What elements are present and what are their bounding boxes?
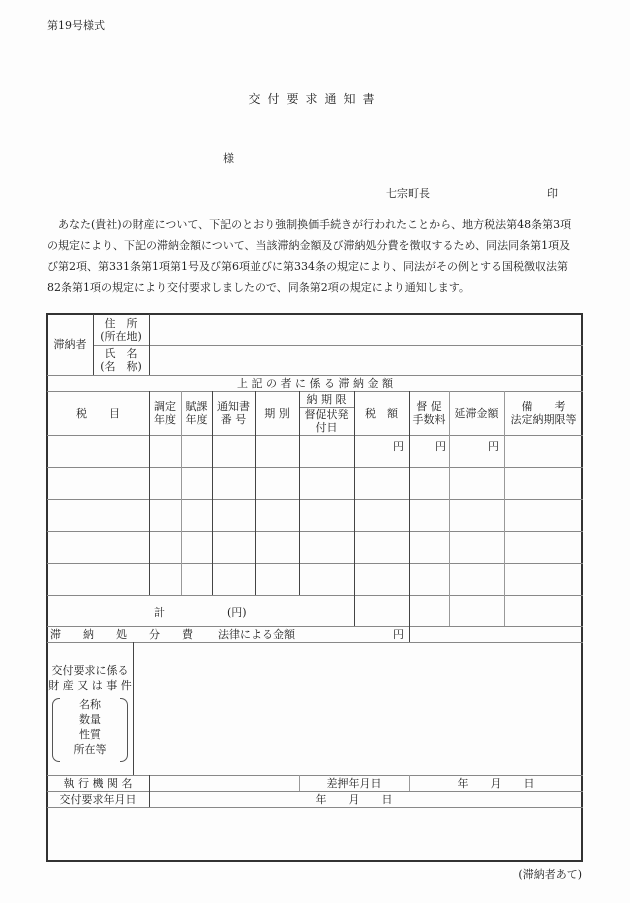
col-reminder-fee — [409, 391, 449, 435]
agency-label: 執 行 機 関 名 — [63, 776, 133, 790]
property-item: 性質 — [79, 728, 101, 741]
request-date-field[interactable]: 年 月 日 — [315, 792, 393, 806]
property-label-line1: 交付要求に係る — [51, 664, 129, 677]
col-label-line: 備 考 — [521, 400, 566, 413]
col-levy-year — [181, 391, 212, 435]
address-label — [93, 314, 149, 345]
divider — [133, 642, 134, 775]
name-label-line: (名 称) — [100, 360, 142, 373]
agency-field[interactable] — [150, 775, 299, 791]
property-item: 名称 — [79, 698, 101, 711]
divider — [47, 595, 583, 596]
col-label-line: 付日 — [315, 421, 338, 434]
col-tax-item: 税 目 — [76, 406, 120, 420]
col-late-fee: 延滞金額 — [454, 406, 499, 420]
name-field[interactable] — [150, 345, 582, 375]
col-period: 期 別 — [264, 406, 290, 420]
address-label-line: 住 所 — [104, 316, 138, 330]
col-label-line: 賦課 — [185, 400, 208, 413]
name-label — [93, 345, 149, 375]
addressee-suffix: 様 — [223, 152, 234, 165]
col-assessment-year — [149, 391, 181, 435]
divider — [47, 499, 583, 500]
yen-unit: 円 — [393, 440, 404, 453]
property-items — [47, 697, 133, 757]
notice-body: あなた(貴社)の財産について、下記のとおり強制換価手続きが行われたことから、地方税法第48条第3項の規定により、下記の滞納金額について、当該滞納金額及び滞納処分費を徴収するため、同法同条第1項及び第2項、第331条第1項第1号及び第6項並びに第334条の規定により、同法がその例とする国税徴収法第82条第1項の規定により交付要求しましたので、同条第2項の規定により通知します。 — [47, 218, 572, 294]
col-notice-number — [212, 391, 255, 435]
col-label-line: 督促状発 — [304, 408, 349, 421]
col-label-line: 手数料 — [412, 413, 446, 426]
col-tax-amount: 税 額 — [365, 406, 398, 420]
total-unit: (円) — [227, 606, 247, 619]
divider — [47, 642, 583, 643]
issuer-name: 七宗町長 — [386, 187, 430, 200]
col-label-line: 調定 — [154, 400, 176, 413]
property-item: 所在等 — [73, 743, 107, 756]
col-label-line: 通知書 — [217, 400, 250, 413]
seizure-date-label: 差押年月日 — [326, 776, 382, 790]
footer-note: (滞納者あて) — [518, 868, 582, 881]
col-label-line: 督 促 — [416, 400, 442, 413]
form-number: 第19号様式 — [47, 19, 105, 32]
seal-mark: 印 — [547, 187, 558, 200]
col-label-line: 番 号 — [220, 413, 247, 426]
name-label-line: 氏 名 — [104, 347, 138, 360]
divider — [47, 807, 583, 808]
property-item: 数量 — [79, 713, 101, 726]
amount-section-title: 上 記 の 者 に 係 る 滞 納 金 額 — [237, 376, 393, 390]
delinquent-label: 滞納者 — [53, 338, 87, 351]
col-label-line: 法定納期限等 — [510, 413, 577, 426]
disposition-fee-label: 滞 納 処 分 費 — [50, 628, 193, 641]
col-reminder-date — [299, 407, 354, 435]
address-field[interactable] — [150, 314, 582, 345]
col-due-date: 納 期 限 — [306, 392, 347, 406]
yen-unit: 円 — [393, 628, 404, 641]
divider — [47, 563, 583, 564]
col-label-line: 年度 — [185, 413, 208, 426]
property-label-line2: 財 産 又 は 事 件 — [48, 679, 132, 692]
divider — [47, 435, 583, 436]
yen-unit: 円 — [435, 440, 446, 453]
col-label-line: 年度 — [154, 413, 176, 426]
legal-amount-label: 法律による金額 — [218, 628, 295, 641]
divider — [47, 467, 583, 468]
divider — [47, 531, 583, 532]
seizure-date-field[interactable]: 年 月 日 — [457, 776, 535, 790]
address-label-line: (所在地) — [100, 329, 142, 343]
yen-unit: 円 — [488, 440, 499, 453]
col-remarks — [504, 391, 583, 435]
total-label: 計 — [154, 606, 165, 619]
request-date-label: 交付要求年月日 — [59, 792, 137, 806]
document-title: 交付要求通知書 — [248, 92, 382, 106]
